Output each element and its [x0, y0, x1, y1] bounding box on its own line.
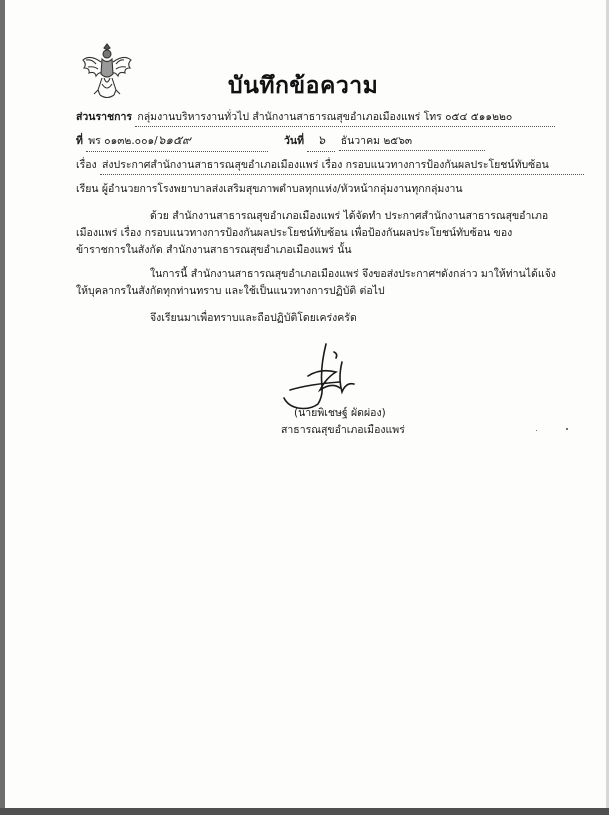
- subject-label: เรื่อง: [76, 159, 97, 171]
- date-day: ๖: [307, 131, 335, 152]
- agency-line: [76, 108, 555, 127]
- doc-number-prefix: พร ๐๑๓๒.๐๐๑/: [88, 135, 158, 147]
- body-p3: จึงเรียนมาเพื่อทราบและถือปฏิบัติโดยเคร่งครัด: [150, 312, 357, 324]
- subject-value: ส่งประกาศสำนักงานสาธารณสุขอำเภอเมืองแพร่ เรื่อง กรอบแนวทางการป้องกันผลประโยชน์ทับซ้อน: [100, 156, 584, 175]
- body-p1-line2: เมืองแพร่ เรื่อง กรอบแนวทางการป้องกันผลประโยชน์ทับซ้อน เพื่อป้องกันผลประโยชน์ทับซ้อน ของ: [76, 227, 513, 239]
- scan-edge-left: [0, 0, 5, 815]
- to-value: ผู้อำนวยการโรงพยาบาลส่งเสริมสุขภาพตำบลทุกแห่ง/หัวหน้ากลุ่มงานทุกกลุ่มงาน: [101, 183, 463, 195]
- body-p1-line3: ข้าราชการในสังกัด สำนักงานสาธารณสุขอำเภอเมืองแพร่ นั้น: [76, 244, 352, 256]
- signer-position: สาธารณสุขอำเภอเมืองแพร่: [281, 424, 405, 436]
- agency-value: กลุ่มงานบริหารงานทั่วไป สำนักงานสาธารณสุขอำเภอเมืองแพร่ โทร ๐๕๔ ๕๑๑๒๒๐: [135, 108, 555, 127]
- doc-number-line: [76, 131, 268, 152]
- memo-title: บันทึกข้อความ: [228, 73, 379, 99]
- to-line: [76, 180, 463, 197]
- agency-label: ส่วนราชการ: [76, 111, 133, 123]
- doc-number-label: ที่: [76, 135, 83, 147]
- body-p2-line2: ให้บุคลากรในสังกัดทุกท่านทราบ และใช้เป็นแนวทางการปฏิบัติ ต่อไป: [76, 285, 385, 297]
- scan-speck: [566, 428, 568, 430]
- body-p1-line1: ด้วย สำนักงานสาธารณสุขอำเภอเมืองแพร่ ได้จัดทำ ประกาศสำนักงานสาธารณสุขอำเภอ: [150, 210, 549, 222]
- body-p2-line1: ในการนี้ สำนักงานสาธารณสุขอำเภอเมืองแพร่ จึงขอส่งประกาศฯดังกล่าว มาให้ท่านได้แจ้ง: [150, 268, 556, 280]
- scan-speck: [536, 430, 537, 431]
- signer-name: (นายพิเชษฐ์ ผัดผ่อง): [294, 407, 386, 419]
- date-rest: ธันวาคม ๒๕๖๓: [339, 132, 485, 151]
- doc-number-field: [86, 131, 268, 152]
- subject-line: [76, 156, 584, 175]
- doc-number-handwritten: ๖๑๕๙: [157, 133, 191, 147]
- to-label: เรียน: [76, 183, 99, 195]
- date-label: วันที่: [284, 135, 304, 147]
- date-line: [284, 131, 485, 152]
- garuda-emblem-icon: [80, 40, 134, 102]
- scan-edge-bottom: [0, 808, 609, 815]
